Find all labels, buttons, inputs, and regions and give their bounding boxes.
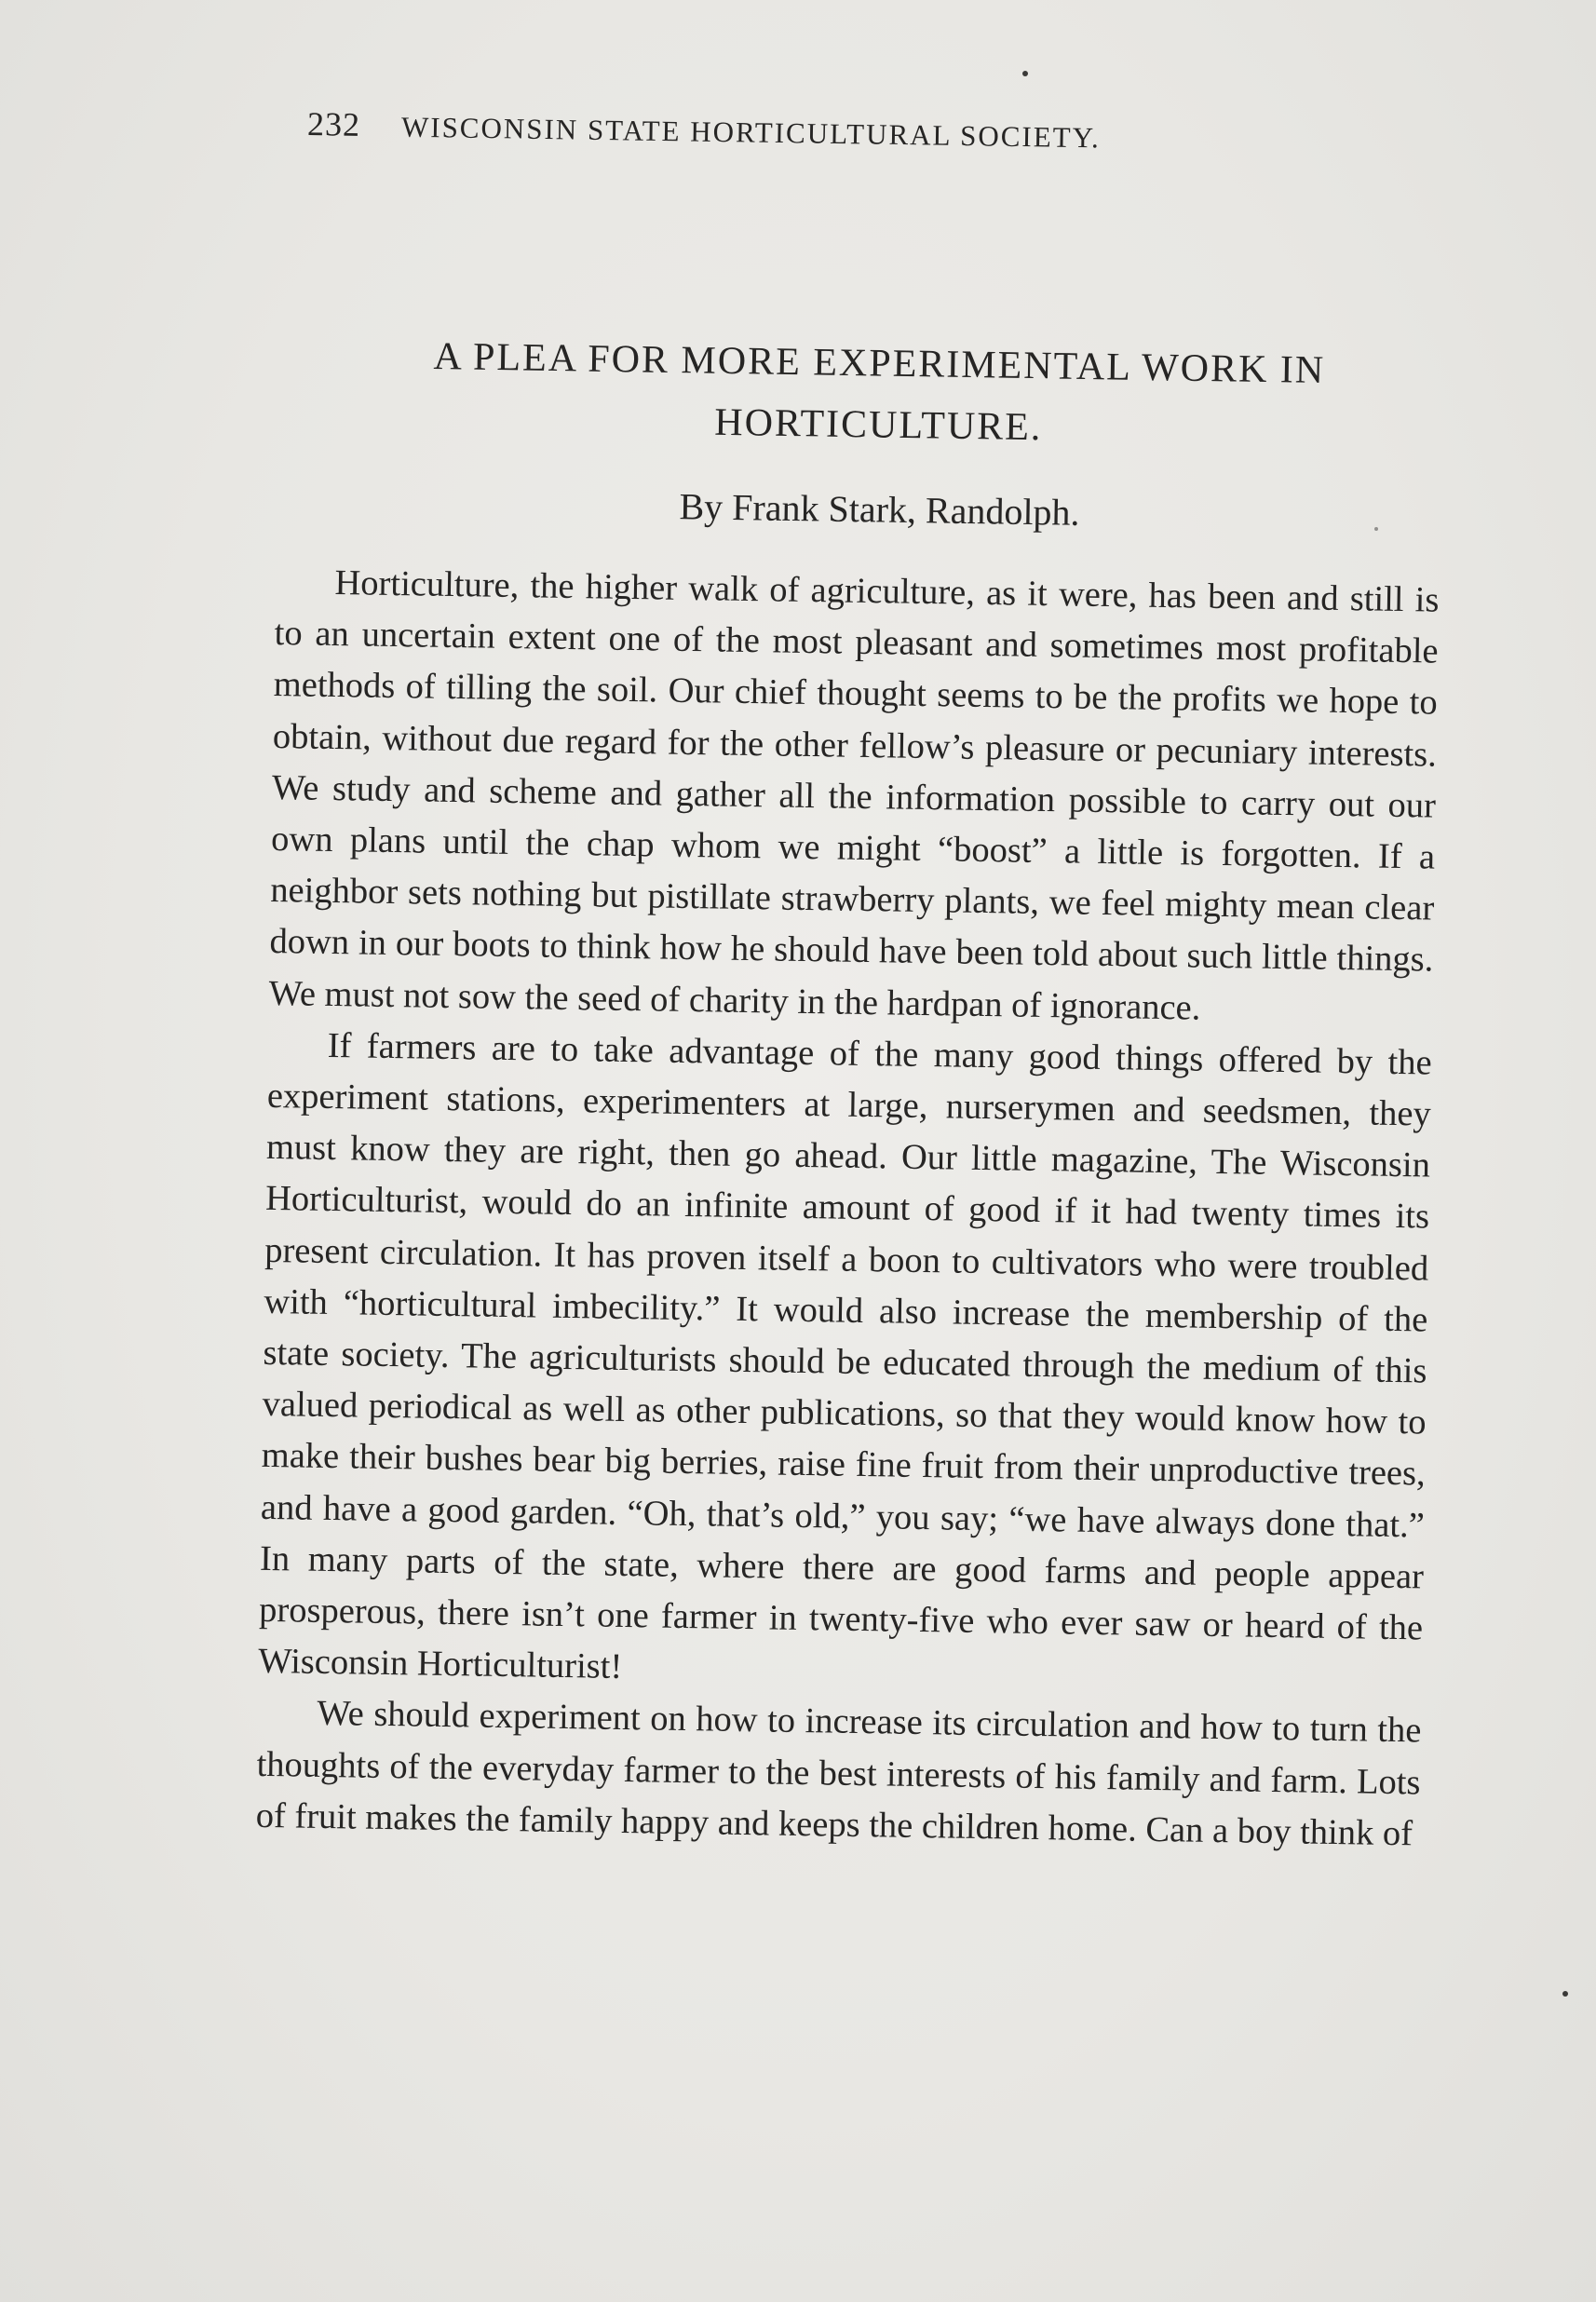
article-body [255,557,1440,1861]
ink-speck [1562,1991,1568,1997]
article-byline: By Frank Stark, Randolph. [679,485,1080,534]
ink-speck [1022,71,1028,76]
article-title: A PLEA FOR MORE EXPERIMENTAL WORK IN HORTICULTURE. [433,334,1326,450]
running-head [307,104,1332,167]
paragraph: We should experiment on how to increase its circulation and how to turn the thoughts of the everyday farmer to the best interests of his family and farm. Lots of fruit makes the family happy and keeps the children home. Can a boy think of [255,1694,1422,1854]
ink-speck [1374,527,1378,531]
page-number: 232 [306,105,361,143]
journal-title: WISCONSIN STATE HORTICULTURAL SOCIETY. [400,110,1102,155]
paragraph: Horticulture, the higher walk of agriculture, as it were, has been and still is to an uncertain extent one of the most pleasant and sometimes most profitable methods of tilling the soil. Our chief thought seems to be the profits we hope to obtain, without due regard for the other fellow’s pleasure or pecuniary interests. We study and scheme and gather all the information possible to carry out our own plans until the chap whom we might “boost” a little is forgotten. If a neighbor sets nothing but pistillate strawberry plants, we feel mighty mean clear down in our boots to think how he should have been told about such little things. We must not sow the seed of charity in the hardpan of ignorance. [268,563,1440,1028]
paragraph: If farmers are to take advantage of the many good things offered by the experiment stations, experimenters at large, nurserymen and seedsmen, they must know they are right, then go ahead. Our little magazine, The Wisconsin Horticulturist, would do an infinite amount of good if it had twenty times its present circulation. It has proven itself a boon to cultivators who were troubled with “horticultural imbecility.” It would also increase the membership of the state society. The agriculturists should be educated through the medium of this valued periodical as well as other publications, so that they would know how to make their bushes bear big berries, raise fine fruit from their unproductive trees, and have a good garden. “Oh, that’s old,” you say; “we have always done that.” In many parts of the state, where there are good farms and people appear prosperous, there isn’t one farmer in twenty-five who ever saw or heard of the Wisconsin Horticulturist! [258,1025,1432,1687]
